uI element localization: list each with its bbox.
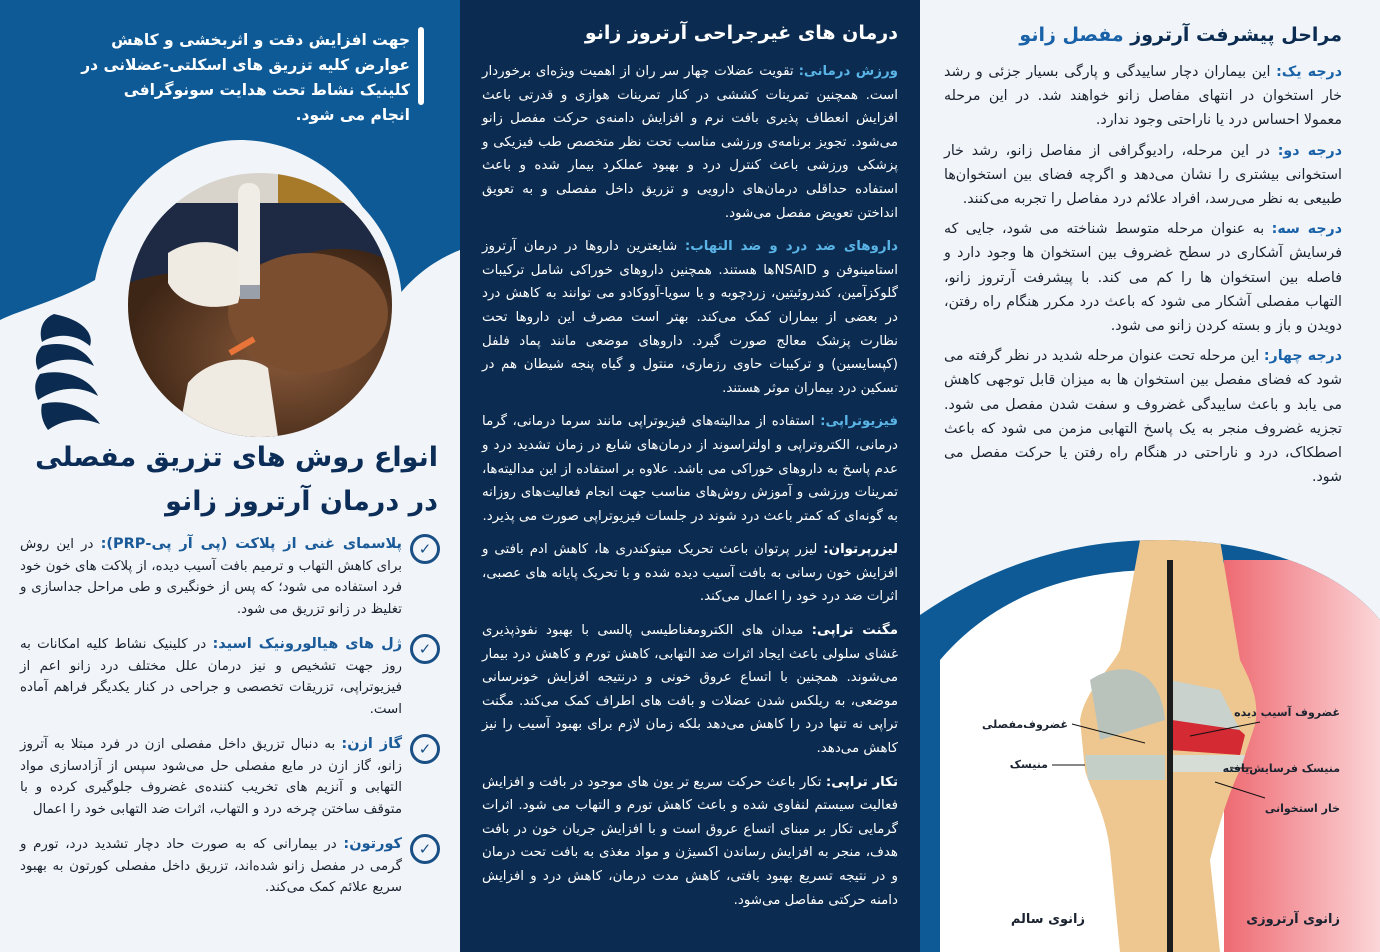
stage-text: در این مرحله، رادیوگرافی از مفاصل زانو، رشد خار استخوانی بیشتری را نشان می‌دهد و اگرچه فضای بین استخوان‌ها طبیعی به نظر می‌رسد، افراد علائم درد مفاصل را تجربه می‌کنند.: [944, 142, 1342, 208]
treatment-section: [460, 619, 920, 761]
check-circle-icon: ✓: [410, 634, 440, 664]
left-panel: [0, 0, 460, 952]
stage-paragraph: [920, 139, 1380, 212]
middle-panel: [460, 0, 920, 952]
stage-label: درجه دو:: [1277, 142, 1342, 159]
stages-title: [920, 0, 1380, 60]
banner-accent-bar: [418, 27, 424, 105]
item-text: در بیمارانی که به صورت حاد دچار تشدید درد، تورم و گرمی در مفصل زانو شده‌اند، تزریق داخل مفصلی کورتون به بهبود سریع علائم کمک می‌کند.: [20, 837, 402, 895]
section-label: لیزرپرتوان:: [823, 542, 898, 558]
treatment-section: [460, 410, 920, 528]
section-label: فیزیوتراپی:: [820, 414, 898, 430]
label-worn-meniscus: منیسک فرسایش‌یافته: [1222, 762, 1340, 775]
check-circle-icon: ✓: [410, 834, 440, 864]
section-text: تکار باعث حرکت سریع تر یون های موجود در بافت و افزایش فعالیت سیستم لنفاوی شده و باعث کاهش تورم و التهاب می شود. اثرات گرمایی تکار بر مبنای اتساع عروق است و با افزایش جریان خون در بافت هدف، منجر به افزایش رساندن اکسیژن و مواد مغذی به بافت تحت درمان و در نتیجه تسریع بهبود بافتی، کاهش مدت درمان، کاهش درد و افزایش دامنه حرکتی مفاصل می‌شود.: [482, 774, 898, 908]
check-circle-icon: ✓: [410, 734, 440, 764]
stage-text: به عنوان مرحله متوسط شناخته می شود، جایی که فرسایش آشکاری در سطح غضروف بین استخوان ها وجود دارد و فاصله بین استخوان ها را کم می کند. با پیشرفت آرتروز زانو، التهاب مفصلی آشکار می شود که باعث درد مکرر هنگام راه رفتن، دویدن و باز و بسته کردن زانو می شود.: [944, 221, 1342, 335]
item-text: در کلینیک نشاط کلیه امکانات به روز جهت تشخیص و نیز درمان علل مختلف درد زانو اعم از فیزیوتراپی، تزریقات تخصصی و جراحی در کنار یکدیگر فراهم آماده است.: [20, 637, 402, 717]
stage-label: درجه سه:: [1271, 221, 1343, 238]
treatment-section: [460, 235, 920, 400]
knee-comparison-diagram: [920, 540, 1380, 952]
label-healthy-knee: زانوی سالم: [1010, 912, 1085, 927]
treatment-section: [460, 771, 920, 913]
check-circle-icon: ✓: [410, 534, 440, 564]
list-item: [20, 634, 440, 720]
section-text: شایعترین داروها در درمان آرتروز استامینوفن و NSAIDها هستند. همچنین داروهای خوراکی شامل ترکیبات گلوکزآمین، کندروئیتین، زردچوبه و یا سویا-آووکادو می توانند به کاهش درد در بعضی از بیماران کمک می‌کند. بهتر است مصرف این داروها تحت نظارت پزشک معالج صورت گیرد. داروهای موضعی مانند پماد فلفل (کپسایسین) و ترکیبات حاوی رزماری، منتول و گیاه پنجه شیطان هم در تسکین درد بیماران موثر هستند.: [482, 239, 898, 396]
label-cartilage: غضروف‌مفصلی: [982, 718, 1068, 731]
right-panel: [920, 0, 1380, 952]
list-item: [20, 534, 440, 620]
title-line: در درمان آرتروز زانو: [165, 486, 438, 517]
label-damaged-cartilage: غضروف آسیب دیده: [1234, 706, 1340, 719]
section-label: تکار تراپی:: [825, 774, 898, 790]
item-text: در این روش برای کاهش التهاب و ترمیم بافت آسیب دیده، از پلاکت های خون خود فرد استفاده می شود؛ که پس از خونگیری و طی مراحل جداسازی و تغلیظ در زانو تزریق می شود.: [20, 537, 402, 617]
section-text: تقویت عضلات چهار سر ران از اهمیت ویژه‌ای برخوردار است. همچنین تمرینات کششی در کنار تمرینات هوازی و قدرتی باعث افزایش انعطاف پذیری بافت نرم و افزایش دامنه‌ی حرکت مفصل زانو می‌شود. تجویز برنامه‌ی ورزشی مناسب تحت نظر متخصص طب فیزیکی و پزشکی ورزشی باعث کنترل درد و بهبود عملکرد بیمار شده و باعث استفاده حداقلی درمان‌های دارویی و تزریق داخل مفصلی و به تعویق انداختن تعویض مفصل می‌شود.: [482, 64, 898, 221]
injection-methods-title: [18, 436, 438, 524]
item-label: پلاسمای غنی از پلاکت (پی آر پی-PRP):: [100, 536, 402, 552]
item-label: گاز ازن:: [341, 736, 402, 752]
section-text: لیزر پرتوان باعث تحریک میتوکندری ها، کاهش ادم بافتی و افزایش خون رسانی به بافت آسیب دیده شده و با تحریک پایانه های عصبی، اثرات ضد درد خود را اعمال می‌کند.: [482, 542, 898, 605]
ultrasound-injection-photo: [118, 163, 402, 447]
section-text: میدان های الکترومغناطیسی پالسی با بهبود نفوذپذیری غشای سلولی باعث ایجاد اثرات ضد التهابی، کاهش تورم و کاهش درد بیمار می‌شوند. همچنین با اتساع عروق خونی و درنتیجه افزایش خونرسانی موضعی، به ریلکس شدن عضلات و بافت های اطراف کمک می‌کند. مگنت تراپی نه تنها درد را کاهش می‌دهد بلکه زمان لازم برای بهبود آسیب را نیز کاهش می‌دهد.: [482, 623, 898, 757]
stage-label: درجه یک:: [1276, 64, 1342, 80]
title-accent: مفصل زانو: [1019, 24, 1124, 46]
section-label: مگنت تراپی:: [811, 623, 898, 639]
item-label: کورتون:: [343, 836, 402, 852]
section-text: استفاده از مدالیته‌های فیزیوتراپی مانند سرما درمانی، گرما درمانی، الکتروتراپی و اولتراسوند از درمان‌های شایع در زمان تشدید درد و عدم پاسخ به داروهای خوراکی می باشد. علاوه بر استفاده از این مدالیته‌ها، تمرینات ورزشی و آموزش روش‌های مناسب جهت انجام فعالیت‌های روزانه به گونه‌ای که کمتر باعث درد شوند در جلسات فیزیوتراپی صورت می پذیرد.: [482, 414, 898, 524]
injection-methods-list: [20, 534, 440, 913]
section-label: ورزش درمانی:: [798, 64, 898, 79]
stage-paragraph: [920, 217, 1380, 338]
list-item: [20, 834, 440, 899]
item-label: ژل های هیالورونیک اسید:: [212, 636, 402, 652]
stage-paragraph: [920, 344, 1380, 489]
item-text: به دنبال تزریق داخل مفصلی ازن در فرد مبتلا به آتروز زانو، گاز ازن در مایع مفصلی حل می‌شود سپس از آزادسازی مواد التهابی و آنزیم های تخریب کننده‌ی غضروف جلوگیری کرده و با متوقف ساختن چرخه درد و التهاب، اثرات ضد التهابی خود را اعمال: [20, 737, 402, 817]
treatment-section: [460, 60, 920, 225]
label-arthritic-knee: زانوی آرتروزی: [1246, 912, 1340, 927]
stage-label: درجه چهار:: [1263, 348, 1342, 365]
stage-text: این مرحله تحت عنوان مرحله شدید در نظر گرفته می شود که فضای مفصل بین استخوان ها به میزان قابل توجهی کاهش می یابد و باعث ساییدگی غضروف و سفت شدن مفصل می شود. تجزیه غضروف منجر به یک پاسخ التهابی مزمن می شود که باعث اصطکاک، درد و ناراحتی در هنگام راه رفتن یا حرکت مفصل می شود.: [944, 348, 1342, 486]
label-bone-spur: خار استخوانی: [1264, 802, 1340, 815]
title-main: مراحل پیشرفت آرتروز: [1123, 24, 1342, 46]
title-line: انواع روش های تزریق مفصلی: [35, 442, 438, 473]
stage-paragraph: [920, 60, 1380, 133]
label-meniscus: منیسک: [1009, 758, 1048, 771]
non-surgical-title: درمان های غیرجراحی آرتروز زانو: [584, 22, 898, 44]
list-item: [20, 734, 440, 820]
banner-text: جهت افزایش دقت و اثربخشی و کاهش عوارض کلیه تزریق های اسکلتی-عضلانی در کلینیک نشاط تحت هدایت سونوگرافی انجام می شود.: [81, 31, 410, 124]
stage-text: این بیماران دچار ساییدگی و پارگی بسیار جزئی و رشد خار استخوان در انتهای مفاصل زانو خواهند شد. در این مرحله معمولا احساس درد یا ناراحتی وجود ندارد.: [944, 64, 1342, 129]
section-label: داروهای ضد درد و ضد التهاب:: [684, 239, 898, 255]
treatment-section: [460, 538, 920, 609]
clinic-wave-logo: [34, 312, 104, 432]
